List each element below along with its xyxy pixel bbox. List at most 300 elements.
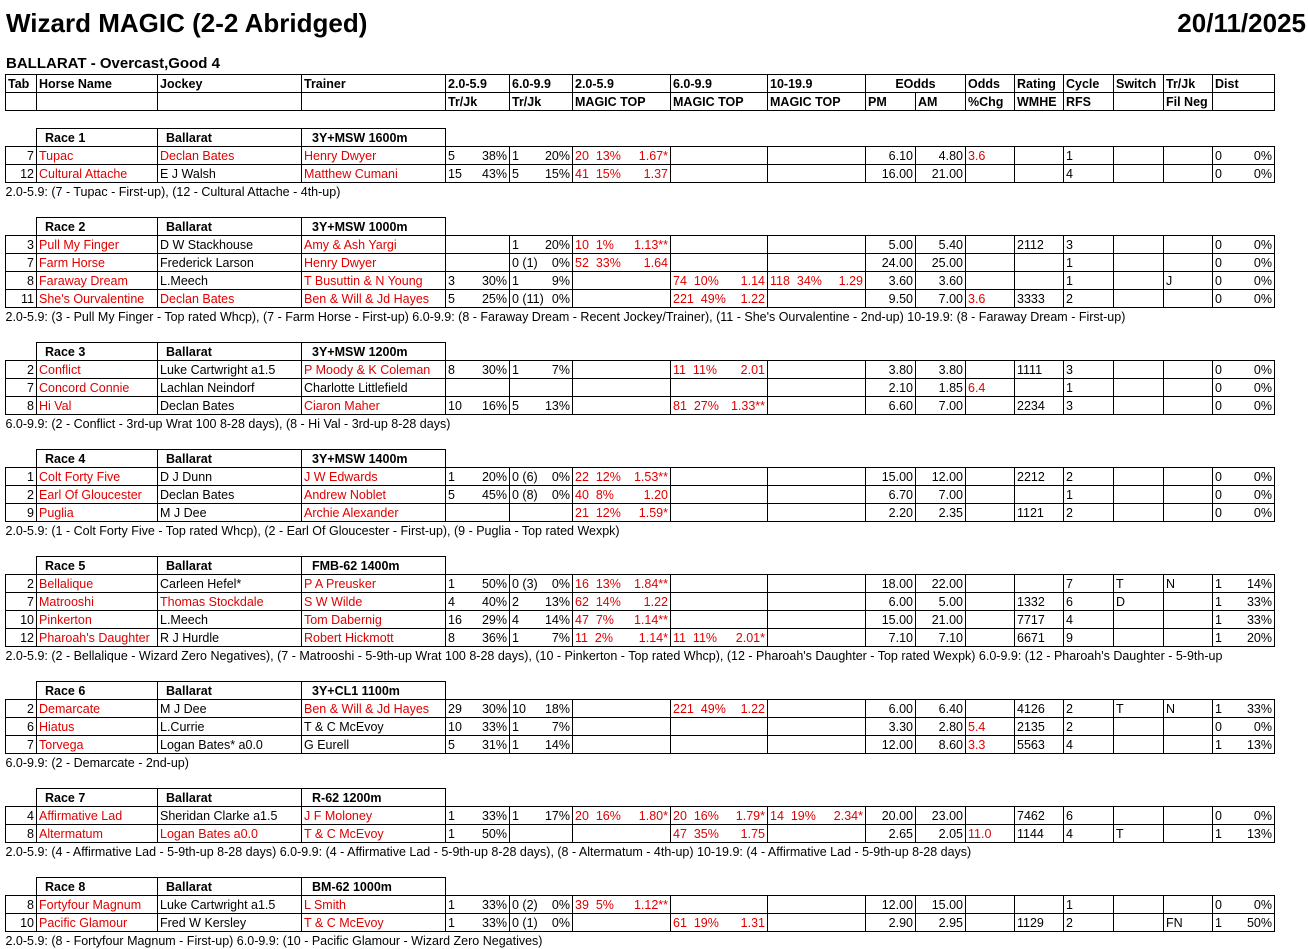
dist-stat: [1213, 504, 1275, 522]
magic-top-10-19.9: [768, 825, 866, 843]
blank: [866, 557, 916, 575]
trjk-6-9.9: [510, 486, 573, 504]
magic-price: 1.59*: [639, 505, 668, 521]
magic-top-10-19.9: [768, 361, 866, 379]
dist-count: 0: [1215, 273, 1222, 289]
blank: [6, 682, 37, 700]
trainer-name: J F Moloney: [302, 807, 446, 825]
trainer-name: T & C McEvoy: [302, 914, 446, 932]
blank: [768, 343, 866, 361]
magic-top-10-19.9: [768, 468, 866, 486]
jockey-name: Fred W Kersley: [158, 914, 302, 932]
race-summary-row: [6, 932, 1275, 949]
magic-top-10-19.9: [768, 807, 866, 825]
blank: [446, 129, 510, 147]
race-number: Race 3: [37, 343, 158, 361]
dist-stat: [1213, 290, 1275, 308]
switch-flag: [1114, 236, 1164, 254]
magic-price: 2.01: [741, 362, 765, 378]
trjk-count: 5: [512, 166, 519, 182]
runner-row: [6, 914, 1275, 932]
dist-count: 0: [1215, 362, 1222, 378]
magic-top-2-5.9: [573, 379, 671, 397]
jockey-name: Declan Bates: [158, 147, 302, 165]
column-header: Odds: [966, 75, 1015, 93]
spacer-row: [6, 111, 1275, 129]
magic-top-6-9.9: [671, 593, 768, 611]
rating-wmhe: [1015, 254, 1064, 272]
runner-row: [6, 290, 1275, 308]
dist-stat: [1213, 611, 1275, 629]
magic-top-6-9.9: [671, 361, 768, 379]
rating-wmhe: 1129: [1015, 914, 1064, 932]
dist-pct: 0%: [1254, 808, 1272, 824]
trjk-filneg: [1164, 236, 1213, 254]
trjk-filneg: [1164, 379, 1213, 397]
runner-row: [6, 272, 1275, 290]
trjk-2-5.9: [446, 807, 510, 825]
blank: [6, 557, 37, 575]
column-subheader: WMHE: [1015, 93, 1064, 111]
tab-number: 2: [6, 700, 37, 718]
eodds-pm: 2.10: [866, 379, 916, 397]
trjk-count: 4: [448, 594, 455, 610]
blank: [1114, 878, 1164, 896]
trjk-filneg: [1164, 825, 1213, 843]
race-number: Race 1: [37, 129, 158, 147]
jockey-name: L.Meech: [158, 272, 302, 290]
magic-top-2-5.9: [573, 504, 671, 522]
rating-wmhe: 3333: [1015, 290, 1064, 308]
magic-top-6-9.9: [671, 700, 768, 718]
blank: [1213, 682, 1275, 700]
trjk-pct: 31%: [482, 737, 507, 753]
trainer-name: Amy & Ash Yargi: [302, 236, 446, 254]
magic-top-10-19.9: [768, 593, 866, 611]
magic-top-2-5.9: [573, 914, 671, 932]
race-number: Race 2: [37, 218, 158, 236]
runner-row: [6, 379, 1275, 397]
race-venue: Ballarat: [158, 450, 302, 468]
dist-count: 0: [1215, 897, 1222, 913]
magic-top-10-19.9: [768, 611, 866, 629]
odds-change: [966, 397, 1015, 415]
blank: [1213, 218, 1275, 236]
dist-pct: 0%: [1254, 487, 1272, 503]
eodds-pm: 6.00: [866, 700, 916, 718]
rating-wmhe: 2112: [1015, 236, 1064, 254]
magic-top-6-9.9: [671, 718, 768, 736]
eodds-am: 3.80: [916, 361, 966, 379]
rating-wmhe: 7462: [1015, 807, 1064, 825]
column-subheader: [37, 93, 158, 111]
odds-change: [966, 254, 1015, 272]
column-header: 6.0-9.9: [671, 75, 768, 93]
odds-change: 3.6: [966, 147, 1015, 165]
switch-flag: D: [1114, 593, 1164, 611]
trjk-filneg: [1164, 361, 1213, 379]
trjk-2-5.9: [446, 486, 510, 504]
runner-row: [6, 718, 1275, 736]
trjk-2-5.9: [446, 254, 510, 272]
blank: [966, 682, 1015, 700]
dist-stat: [1213, 718, 1275, 736]
blank: [866, 450, 916, 468]
odds-change: 11.0: [966, 825, 1015, 843]
magic-price: 2.34*: [834, 808, 863, 824]
blank: [1164, 450, 1213, 468]
magic-price: 1.53**: [634, 469, 668, 485]
blank: [573, 682, 671, 700]
rating-wmhe: 4126: [1015, 700, 1064, 718]
dist-count: 1: [1215, 630, 1222, 646]
magic-top-6-9.9: [671, 914, 768, 932]
race-venue: Ballarat: [158, 682, 302, 700]
magic-price: 1.14*: [639, 630, 668, 646]
dist-stat: [1213, 361, 1275, 379]
dist-count: 1: [1215, 826, 1222, 842]
switch-flag: [1114, 611, 1164, 629]
trjk-pct: 0%: [552, 576, 570, 592]
trainer-name: Archie Alexander: [302, 504, 446, 522]
switch-flag: [1114, 629, 1164, 647]
cycle-rfs: 9: [1064, 629, 1114, 647]
magic-price: 1.20: [644, 487, 668, 503]
trainer-name: Henry Dwyer: [302, 254, 446, 272]
eodds-pm: 3.30: [866, 718, 916, 736]
eodds-am: 21.00: [916, 165, 966, 183]
magic-rank: 118 34%: [770, 273, 822, 289]
odds-change: [966, 914, 1015, 932]
blank: [966, 878, 1015, 896]
cycle-rfs: 4: [1064, 611, 1114, 629]
trjk-count: 0 (11): [512, 291, 544, 307]
trjk-filneg: [1164, 718, 1213, 736]
blank: [916, 682, 966, 700]
tab-number: 10: [6, 611, 37, 629]
magic-rank: 11 11%: [673, 630, 717, 646]
jockey-name: M J Dee: [158, 700, 302, 718]
blank: [671, 682, 768, 700]
blank: [671, 450, 768, 468]
eodds-pm: 7.10: [866, 629, 916, 647]
blank: [1015, 450, 1064, 468]
trjk-pct: 0%: [552, 915, 570, 931]
runner-row: [6, 397, 1275, 415]
trainer-name: S W Wilde: [302, 593, 446, 611]
race-summary-row: [6, 843, 1275, 861]
trjk-count: 1: [448, 469, 455, 485]
blank: [1114, 129, 1164, 147]
dist-count: 1: [1215, 737, 1222, 753]
blank: [916, 557, 966, 575]
trjk-2-5.9: [446, 575, 510, 593]
dist-stat: [1213, 575, 1275, 593]
trjk-6-9.9: [510, 147, 573, 165]
spacer: [6, 664, 1275, 682]
cycle-rfs: 2: [1064, 718, 1114, 736]
blank: [510, 878, 573, 896]
eodds-pm: 12.00: [866, 896, 916, 914]
odds-change: [966, 486, 1015, 504]
odds-change: [966, 165, 1015, 183]
spacer: [6, 539, 1275, 557]
blank: [916, 878, 966, 896]
trjk-filneg: [1164, 611, 1213, 629]
trjk-count: 1: [512, 737, 519, 753]
dist-pct: 0%: [1254, 362, 1272, 378]
blank: [510, 129, 573, 147]
runner-row: [6, 468, 1275, 486]
switch-flag: [1114, 147, 1164, 165]
race-summary: 2.0-5.9: (3 - Pull My Finger - Top rated Whcp), (7 - Farm Horse - First-up) 6.0-9.9: (8 - Faraway Dream - Recent Jockey/Trainer), (11 - She's Ourvalentine - 2nd-up) 10-19.9: (8 - Faraway Dream - First-up): [6, 308, 1275, 326]
trainer-name: Ben & Will & Jd Hayes: [302, 290, 446, 308]
magic-rank: 61 19%: [673, 915, 719, 931]
column-header: 6.0-9.9: [510, 75, 573, 93]
dist-count: 0: [1215, 255, 1222, 271]
tab-number: 2: [6, 361, 37, 379]
blank: [446, 557, 510, 575]
rating-wmhe: 2135: [1015, 718, 1064, 736]
magic-price: 1.67*: [639, 148, 668, 164]
rating-wmhe: [1015, 486, 1064, 504]
switch-flag: [1114, 468, 1164, 486]
magic-price: 1.12**: [634, 897, 668, 913]
trjk-count: 5: [448, 291, 455, 307]
tab-number: 7: [6, 593, 37, 611]
tab-number: 4: [6, 807, 37, 825]
column-subheader: [1114, 93, 1164, 111]
rating-wmhe: [1015, 896, 1064, 914]
magic-top-2-5.9: [573, 397, 671, 415]
cycle-rfs: 3: [1064, 361, 1114, 379]
jockey-name: E J Walsh: [158, 165, 302, 183]
magic-price: 1.79*: [736, 808, 765, 824]
runner-row: [6, 361, 1275, 379]
spacer: [6, 860, 1275, 878]
race-venue: Ballarat: [158, 557, 302, 575]
trjk-2-5.9: [446, 825, 510, 843]
dist-count: 1: [1215, 594, 1222, 610]
race-class: 3Y+MSW 1200m: [302, 343, 446, 361]
trjk-count: 1: [512, 237, 519, 253]
magic-price: 1.22: [644, 594, 668, 610]
magic-rank: 52 33%: [575, 255, 621, 271]
blank: [1114, 450, 1164, 468]
race-summary: 2.0-5.9: (2 - Bellalique - Wizard Zero Negatives), (7 - Matrooshi - 5-9th-up Wrat 100 8-28 days), (10 - Pinkerton - Top rated Whcp), (12 - Pharoah's Daughter - Top rated Wexpk) 6.0-9.9: (12 - Pharoah's Daughter - 5-9th-up: [6, 647, 1275, 665]
odds-change: 3.6: [966, 290, 1015, 308]
blank: [1064, 682, 1114, 700]
magic-top-10-19.9: [768, 397, 866, 415]
tab-number: 1: [6, 468, 37, 486]
runner-row: [6, 700, 1275, 718]
dist-pct: 0%: [1254, 255, 1272, 271]
column-subheader: PM: [866, 93, 916, 111]
jockey-name: Declan Bates: [158, 486, 302, 504]
dist-stat: [1213, 165, 1275, 183]
odds-change: [966, 504, 1015, 522]
race-number: Race 5: [37, 557, 158, 575]
eodds-pm: 15.00: [866, 611, 916, 629]
trjk-pct: 33%: [482, 719, 507, 735]
trjk-6-9.9: [510, 254, 573, 272]
horse-name: Fortyfour Magnum: [37, 896, 158, 914]
race-class: 3Y+MSW 1000m: [302, 218, 446, 236]
trjk-6-9.9: [510, 896, 573, 914]
trjk-count: 1: [512, 273, 519, 289]
column-subheader: RFS: [1064, 93, 1114, 111]
trjk-2-5.9: [446, 290, 510, 308]
tab-number: 8: [6, 272, 37, 290]
trjk-filneg: [1164, 468, 1213, 486]
magic-top-2-5.9: [573, 361, 671, 379]
blank: [573, 878, 671, 896]
race-summary-row: [6, 183, 1275, 201]
dist-count: 0: [1215, 166, 1222, 182]
blank: [916, 789, 966, 807]
dist-count: 0: [1215, 148, 1222, 164]
magic-top-6-9.9: [671, 486, 768, 504]
eodds-pm: 12.00: [866, 736, 916, 754]
trjk-pct: 0%: [552, 897, 570, 913]
dist-count: 0: [1215, 380, 1222, 396]
cycle-rfs: 4: [1064, 736, 1114, 754]
blank: [1164, 218, 1213, 236]
odds-change: [966, 629, 1015, 647]
trjk-filneg: [1164, 629, 1213, 647]
rating-wmhe: [1015, 165, 1064, 183]
blank: [6, 789, 37, 807]
magic-top-10-19.9: [768, 575, 866, 593]
race-summary-row: [6, 647, 1275, 665]
runner-row: [6, 575, 1275, 593]
magic-price: 1.29: [839, 273, 863, 289]
rating-wmhe: 1111: [1015, 361, 1064, 379]
jockey-name: Logan Bates a0.0: [158, 825, 302, 843]
trjk-count: 1: [448, 826, 455, 842]
switch-flag: [1114, 397, 1164, 415]
eodds-pm: 24.00: [866, 254, 916, 272]
trjk-6-9.9: [510, 468, 573, 486]
trjk-pct: 33%: [482, 808, 507, 824]
blank: [966, 218, 1015, 236]
dist-pct: 13%: [1247, 826, 1272, 842]
trjk-filneg: [1164, 896, 1213, 914]
race-class: FMB-62 1400m: [302, 557, 446, 575]
trainer-name: Henry Dwyer: [302, 147, 446, 165]
race-venue: Ballarat: [158, 343, 302, 361]
tab-number: 7: [6, 736, 37, 754]
rating-wmhe: [1015, 147, 1064, 165]
magic-top-2-5.9: [573, 629, 671, 647]
eodds-am: 7.00: [916, 397, 966, 415]
cycle-rfs: 1: [1064, 896, 1114, 914]
race-header-row: [6, 129, 1275, 147]
switch-flag: [1114, 379, 1164, 397]
trjk-count: 0 (6): [512, 469, 538, 485]
trjk-6-9.9: [510, 629, 573, 647]
trjk-pct: 40%: [482, 594, 507, 610]
blank: [671, 557, 768, 575]
column-subheader: Tr/Jk: [446, 93, 510, 111]
switch-flag: T: [1114, 575, 1164, 593]
blank: [446, 218, 510, 236]
blank: [671, 129, 768, 147]
magic-price: 1.80*: [639, 808, 668, 824]
cycle-rfs: 2: [1064, 468, 1114, 486]
trjk-6-9.9: [510, 575, 573, 593]
magic-top-10-19.9: [768, 272, 866, 290]
trjk-2-5.9: [446, 629, 510, 647]
blank: [768, 129, 866, 147]
eodds-pm: 3.80: [866, 361, 916, 379]
trjk-pct: 33%: [482, 915, 507, 931]
trjk-count: 5: [512, 398, 519, 414]
dist-pct: 0%: [1254, 291, 1272, 307]
trjk-pct: 0%: [552, 487, 570, 503]
blank: [866, 878, 916, 896]
odds-change: [966, 236, 1015, 254]
blank: [573, 343, 671, 361]
tab-number: 8: [6, 896, 37, 914]
race-summary: 6.0-9.9: (2 - Demarcate - 2nd-up): [6, 754, 1275, 772]
runner-row: [6, 629, 1275, 647]
magic-top-2-5.9: [573, 486, 671, 504]
trjk-pct: 30%: [482, 701, 507, 717]
blank: [768, 450, 866, 468]
magic-price: 1.13**: [634, 237, 668, 253]
trjk-2-5.9: [446, 504, 510, 522]
trainer-name: Ben & Will & Jd Hayes: [302, 700, 446, 718]
blank: [1064, 129, 1114, 147]
trjk-2-5.9: [446, 272, 510, 290]
trjk-2-5.9: [446, 593, 510, 611]
blank: [916, 129, 966, 147]
trjk-count: 4: [512, 612, 519, 628]
magic-top-2-5.9: [573, 290, 671, 308]
runner-row: [6, 236, 1275, 254]
dist-pct: 0%: [1254, 719, 1272, 735]
blank: [1164, 129, 1213, 147]
trjk-2-5.9: [446, 468, 510, 486]
blank: [916, 218, 966, 236]
magic-top-10-19.9: [768, 379, 866, 397]
column-header: Tab: [6, 75, 37, 93]
blank: [671, 789, 768, 807]
trjk-pct: 17%: [545, 808, 570, 824]
jockey-name: R J Hurdle: [158, 629, 302, 647]
runner-row: [6, 825, 1275, 843]
trjk-filneg: [1164, 165, 1213, 183]
magic-top-6-9.9: [671, 397, 768, 415]
dist-pct: 14%: [1247, 576, 1272, 592]
trjk-6-9.9: [510, 611, 573, 629]
tab-number: 3: [6, 236, 37, 254]
blank: [1164, 878, 1213, 896]
eodds-pm: 6.00: [866, 593, 916, 611]
spacer: [6, 111, 1275, 129]
trjk-count: 5: [448, 737, 455, 753]
trjk-filneg: [1164, 593, 1213, 611]
column-header: Dist: [1213, 75, 1275, 93]
blank: [1064, 878, 1114, 896]
jockey-name: M J Dee: [158, 504, 302, 522]
magic-price: 1.22: [741, 291, 765, 307]
column-header: 2.0-5.9: [573, 75, 671, 93]
magic-rank: 74 10%: [673, 273, 719, 289]
magic-rank: 47 35%: [673, 826, 719, 842]
trjk-count: 0 (1): [512, 915, 538, 931]
